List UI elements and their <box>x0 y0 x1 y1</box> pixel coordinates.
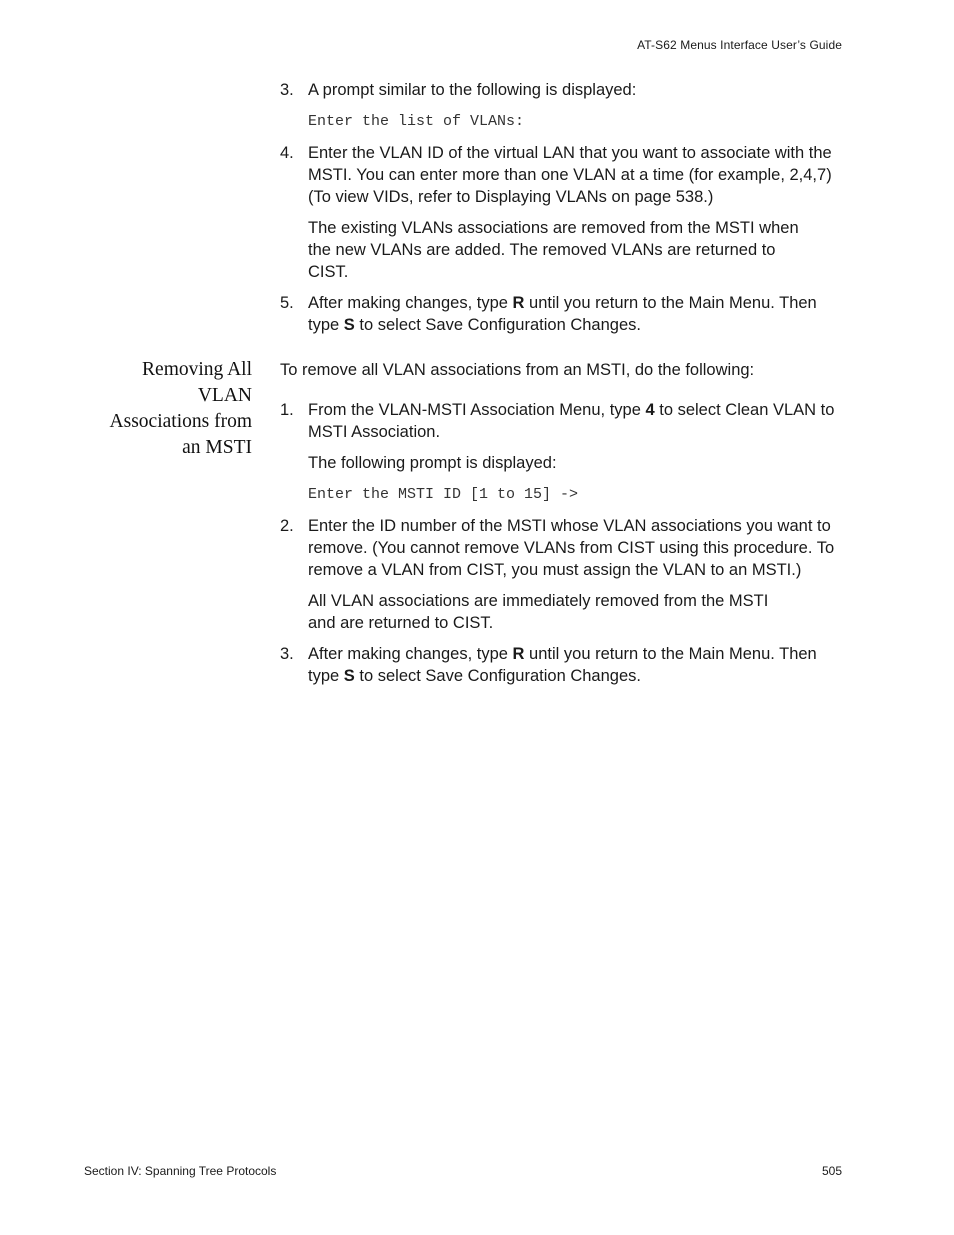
step-note: The following prompt is displayed: <box>308 454 557 472</box>
step-number: 3. <box>280 81 294 99</box>
step-2-item <box>280 515 845 581</box>
step-4-item <box>280 142 845 208</box>
key-r: R <box>512 645 525 663</box>
key-s: S <box>343 667 355 685</box>
step-number: 3. <box>280 645 294 663</box>
key-r: R <box>512 294 525 312</box>
step-number: 4. <box>280 144 294 162</box>
key-s: S <box>343 316 355 334</box>
step-text: Enter the ID number of the MSTI whose VLAN associations you want to remove. (You cannot remove VLANs from CIST using this procedure. To remove a VLAN from CIST, you must assign the VLAN to an MSTI.) <box>308 517 835 579</box>
step-3-item <box>280 79 845 101</box>
code-prompt: Enter the list of VLANs: <box>308 113 525 130</box>
step-text: A prompt similar to the following is displayed: <box>308 81 637 99</box>
step-number: 5. <box>280 294 294 312</box>
running-header: AT-S62 Menus Interface User’s Guide <box>637 38 842 52</box>
step-text: From the VLAN-MSTI Association Menu, type 4 to select Clean VLAN to MSTI Association. <box>308 401 835 441</box>
step-text: Enter the VLAN ID of the virtual LAN that you want to associate with the MSTI. You can enter more than one VLAN at a time (for example, 2,4,7) (To view VIDs, refer to Displaying VLANs on page 538.) <box>308 144 832 206</box>
page-number: 505 <box>821 1164 842 1178</box>
step-3-item <box>280 643 845 687</box>
continued-steps <box>280 79 845 336</box>
step-note: The existing VLANs associations are removed from the MSTI when the new VLANs are added. The removed VLANs are returned to CIST. <box>308 219 799 281</box>
step-5-item <box>280 292 845 336</box>
key-4: 4 <box>645 401 655 419</box>
step-text: After making changes, type R until you return to the Main Menu. Then type S to select Save Configuration Changes. <box>308 294 817 334</box>
step-number: 1. <box>280 401 294 419</box>
code-prompt: Enter the MSTI ID [1 to 15] -> <box>308 486 579 503</box>
step-note: All VLAN associations are immediately removed from the MSTI and are returned to CIST. <box>308 592 769 632</box>
section-body <box>280 359 845 687</box>
section-intro: To remove all VLAN associations from an MSTI, do the following: <box>280 361 755 379</box>
step-text: After making changes, type R until you return to the Main Menu. Then type S to select Save Configuration Changes. <box>308 645 817 685</box>
step-1-item <box>280 399 845 443</box>
section-heading: Removing All VLAN Associations from an MSTI <box>109 359 252 458</box>
step-number: 2. <box>280 517 294 535</box>
footer-section: Section IV: Spanning Tree Protocols <box>84 1164 277 1178</box>
